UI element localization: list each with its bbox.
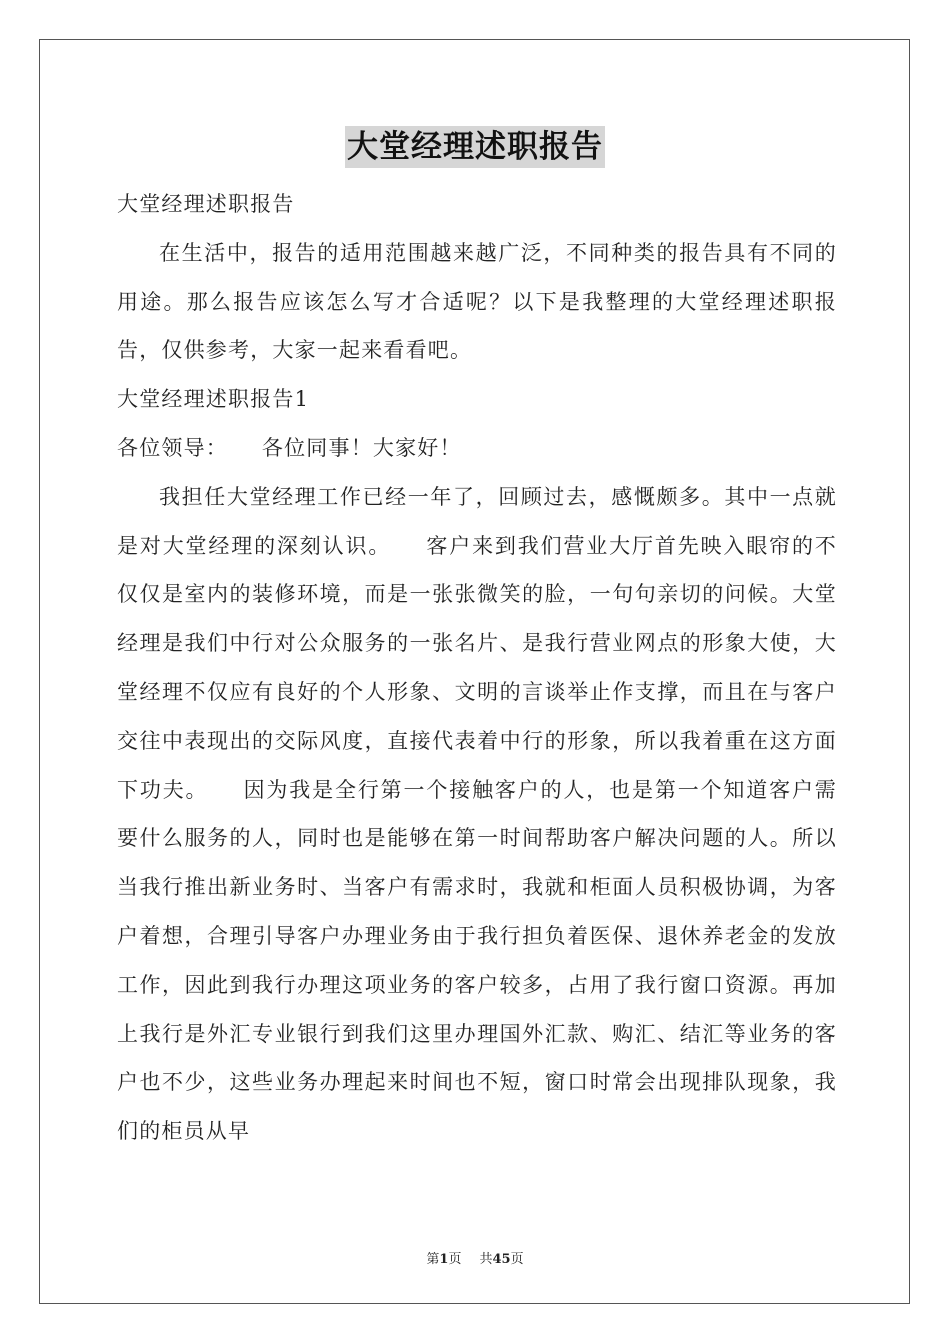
intro-paragraph: 在生活中，报告的适用范围越来越广泛，不同种类的报告具有不同的用途。那么报告应该怎么写才合适呢？以下是我整理的大堂经理述职报告，仅供参考，大家一起来看看吧。 bbox=[117, 240, 837, 363]
document-title: 大堂经理述职报告 bbox=[345, 126, 605, 168]
total-suffix: 页 bbox=[510, 1252, 524, 1267]
body-paragraph: 我担任大堂经理工作已经一年了，回顾过去，感慨颇多。其中一点就是对大堂经理的深刻认识。 客户来到我们营业大厅首先映入眼帘的不仅仅是室内的装修环境，而是一张张微笑的脸，一句句亲切的问候。大堂经理是我们中行对公众服务的一张名片、是我行营业网点的形象大使，大堂经理不仅应有良好的个人形象、文明的言谈举止作支撑，而且在与客户交往中表现出的交际风度，直接代表着中行的形象，所以我着重在这方面下功夫。 因为我是全行第一个接触客户的人，也是第一个知道客户需要什么服务的人，同时也是能够在第一时间帮助客户解决问题的人。所以当我行推出新业务时、当客户有需求时，我就和柜面人员积极协调，为客户着想，合理引导客户办理业务由于我行担负着医保、退休养老金的发放工作，因此到我行办理这项业务的客户较多，占用了我行窗口资源。再加上我行是外汇专业银行到我们这里办理国外汇款、购汇、结汇等业务的客户也不少，这些业务办理起来时间也不短，窗口时常会出现排队现象，我们的柜员从早 bbox=[117, 484, 837, 1144]
document-body bbox=[117, 180, 837, 1156]
greeting-paragraph: 各位领导： 各位同事！大家好！ bbox=[117, 435, 462, 460]
total-pages: 45 bbox=[492, 1252, 511, 1267]
total-prefix: 共 bbox=[479, 1252, 493, 1267]
page-footer bbox=[0, 1248, 950, 1267]
section-heading: 大堂经理述职报告1 bbox=[117, 387, 310, 412]
subtitle-paragraph: 大堂经理述职报告 bbox=[117, 192, 295, 216]
page-number: 1 bbox=[439, 1252, 449, 1267]
page-prefix: 第 bbox=[426, 1252, 440, 1267]
page-suffix: 页 bbox=[448, 1252, 462, 1267]
title-container bbox=[0, 126, 950, 168]
